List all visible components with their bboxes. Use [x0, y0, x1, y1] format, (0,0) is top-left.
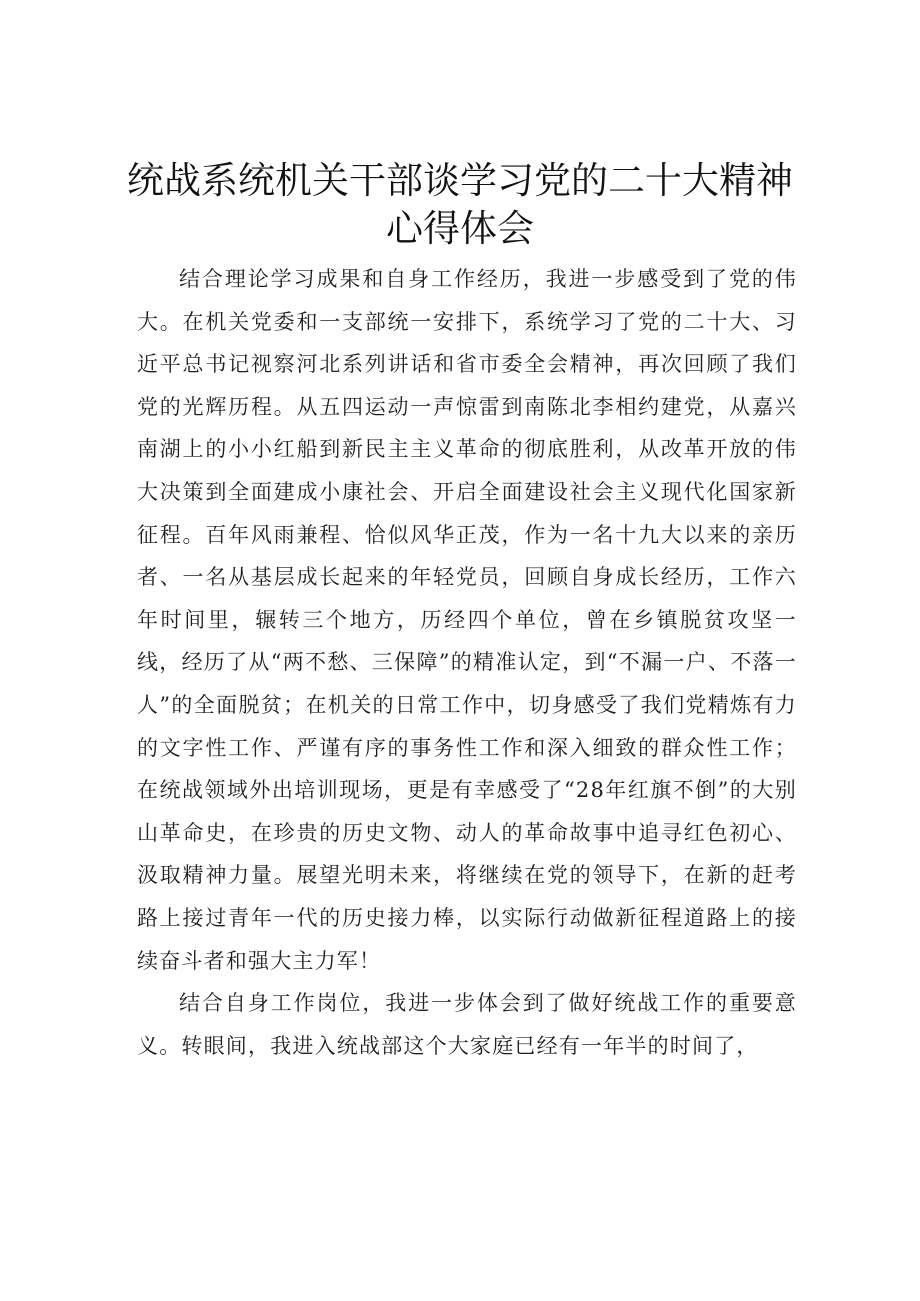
paragraph-2: 结合自身工作岗位，我进一步体会到了做好统战工作的重要意义。转眼间，我进入统战部这个大家庭已经有一年半的时间了，: [137, 991, 797, 1058]
document-body: [137, 258, 797, 1067]
title-line-2: 心得体会: [386, 206, 534, 250]
document-title: [0, 157, 920, 253]
title-line-1: 统战系统机关干部谈学习党的二十大精神: [127, 158, 793, 202]
paragraph-1: 结合理论学习成果和自身工作经历，我进一步感受到了党的伟大。在机关党委和一支部统一安排下，系统学习了党的二十大、习近平总书记视察河北系列讲话和省市委全会精神，再次回顾了我们党的光辉历程。从五四运动一声惊雷到南陈北李相约建党，从嘉兴南湖上的小小红船到新民主主义革命的彻底胜利，从改革开放的伟大决策到全面建成小康社会、开启全面建设社会主义现代化国家新征程。百年风雨兼程、恰似风华正茂，作为一名十九大以来的亲历者、一名从基层成长起来的年轻党员，回顾自身成长经历，工作六年时间里，辗转三个地方，历经四个单位，曾在乡镇脱贫攻坚一线，经历了从“两不愁、三保障”的精准认定，到“不漏一户、不落一人”的全面脱贫；在机关的日常工作中，切身感受了我们党精炼有力的文字性工作、严谨有序的事务性工作和深入细致的群众性工作；在统战领域外出培训现场，更是有幸感受了“28年红旗不倒”的大别山革命史，在珍贵的历史文物、动人的革命故事中追寻红色初心、汲取精神力量。展望光明未来，将继续在党的领导下，在新的赶考路上接过青年一代的历史接力棒，以实际行动做新征程道路上的接续奋斗者和强大主力军！: [137, 267, 797, 973]
